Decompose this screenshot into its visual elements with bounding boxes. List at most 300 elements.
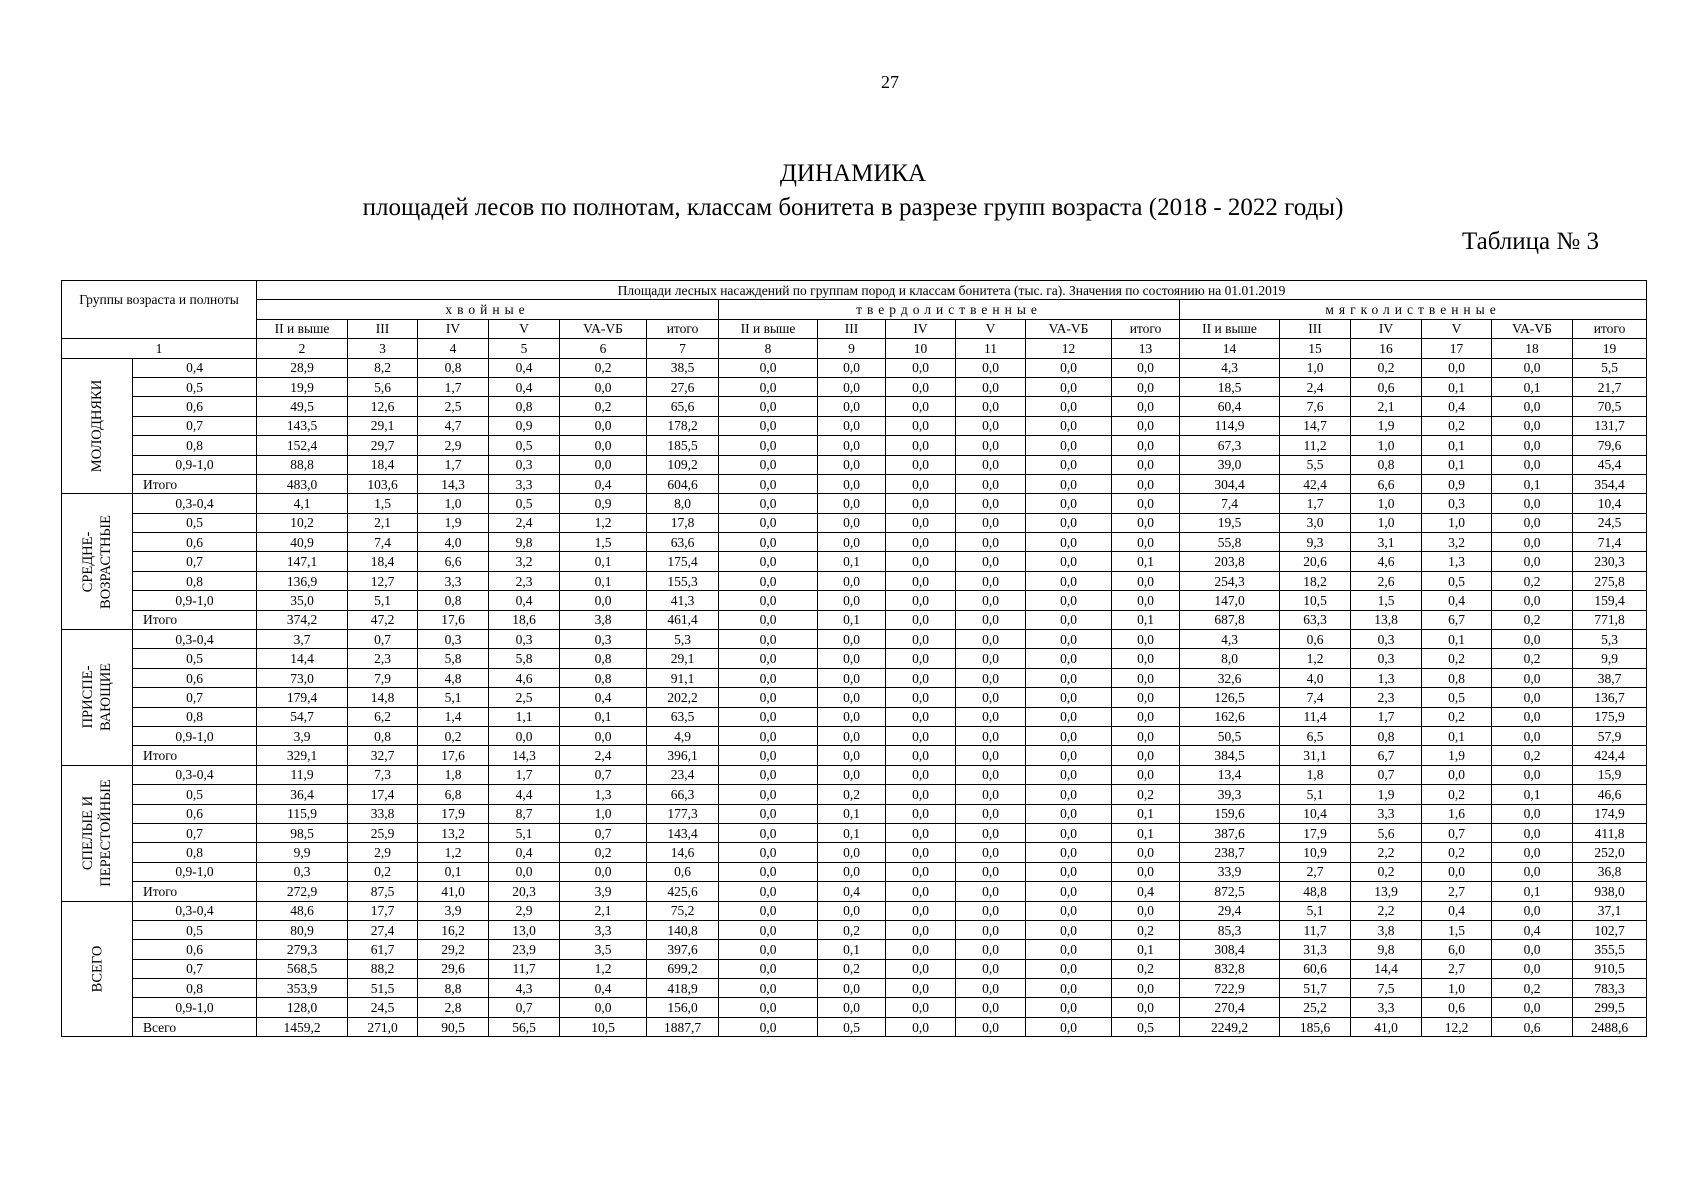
- value-cell: 0,7: [489, 998, 560, 1017]
- value-cell: 31,3: [1280, 940, 1351, 959]
- value-cell: 0,1: [1112, 552, 1180, 571]
- value-cell: 0,2: [348, 862, 418, 881]
- column-number: 6: [560, 339, 647, 358]
- value-cell: 38,5: [647, 358, 719, 377]
- value-cell: 0,0: [1026, 533, 1112, 552]
- value-cell: 6,8: [418, 785, 489, 804]
- value-cell: 6,5: [1280, 726, 1351, 745]
- value-cell: 0,0: [1112, 630, 1180, 649]
- value-cell: 0,0: [719, 416, 818, 435]
- value-cell: 0,2: [818, 920, 886, 939]
- class-header: V: [956, 319, 1026, 338]
- value-cell: 0,5: [818, 1017, 886, 1036]
- value-cell: 0,8: [348, 726, 418, 745]
- value-cell: 0,0: [1492, 959, 1573, 978]
- value-cell: 0,0: [886, 513, 956, 532]
- value-cell: 0,0: [956, 416, 1026, 435]
- value-cell: 41,0: [1351, 1017, 1422, 1036]
- value-cell: 23,4: [647, 765, 719, 784]
- value-cell: 9,3: [1280, 533, 1351, 552]
- value-cell: 0,0: [886, 494, 956, 513]
- value-cell: 2,7: [1422, 882, 1492, 901]
- value-cell: 355,5: [1573, 940, 1647, 959]
- density-label: Итого: [133, 746, 257, 765]
- value-cell: 0,0: [956, 455, 1026, 474]
- value-cell: 5,1: [348, 591, 418, 610]
- value-cell: 203,8: [1180, 552, 1280, 571]
- value-cell: 51,7: [1280, 979, 1351, 998]
- value-cell: 0,0: [719, 397, 818, 416]
- value-cell: 3,8: [1351, 920, 1422, 939]
- density-label: 0,5: [133, 513, 257, 532]
- value-cell: 230,3: [1573, 552, 1647, 571]
- value-cell: 0,0: [956, 959, 1026, 978]
- value-cell: 51,5: [348, 979, 418, 998]
- value-cell: 9,8: [489, 533, 560, 552]
- value-cell: 17,9: [418, 804, 489, 823]
- value-cell: 1,5: [1422, 920, 1492, 939]
- value-cell: 202,2: [647, 688, 719, 707]
- value-cell: 0,3: [257, 862, 348, 881]
- age-group-label-line: ПЕРЕСТОЙНЫЕ: [98, 779, 115, 887]
- value-cell: 0,0: [818, 533, 886, 552]
- value-cell: 0,2: [1492, 610, 1573, 629]
- value-cell: 1,5: [1351, 591, 1422, 610]
- value-cell: 0,6: [647, 862, 719, 881]
- value-cell: 152,4: [257, 436, 348, 455]
- table-body: [62, 358, 1647, 1037]
- value-cell: 1,5: [560, 533, 647, 552]
- value-cell: 0,0: [719, 358, 818, 377]
- value-cell: 35,0: [257, 591, 348, 610]
- value-cell: 0,2: [1422, 843, 1492, 862]
- value-cell: 0,1: [1422, 455, 1492, 474]
- value-cell: 0,0: [886, 823, 956, 842]
- value-cell: 0,0: [818, 688, 886, 707]
- groups-header: Группы возраста и полноты: [62, 281, 257, 339]
- value-cell: 0,0: [719, 552, 818, 571]
- value-cell: 238,7: [1180, 843, 1280, 862]
- value-cell: 0,4: [818, 882, 886, 901]
- value-cell: 5,1: [1280, 785, 1351, 804]
- value-cell: 0,0: [886, 862, 956, 881]
- age-group-label: [62, 630, 133, 766]
- column-number: 17: [1422, 339, 1492, 358]
- value-cell: 0,0: [719, 591, 818, 610]
- value-cell: 126,5: [1180, 688, 1280, 707]
- value-cell: 0,0: [1112, 436, 1180, 455]
- value-cell: 0,0: [818, 998, 886, 1017]
- density-label: 0,8: [133, 571, 257, 590]
- value-cell: 0,4: [489, 843, 560, 862]
- density-label: 0,8: [133, 707, 257, 726]
- value-cell: 0,0: [818, 668, 886, 687]
- value-cell: 1,0: [418, 494, 489, 513]
- value-cell: 0,1: [818, 552, 886, 571]
- value-cell: 0,0: [719, 862, 818, 881]
- value-cell: 0,5: [1422, 688, 1492, 707]
- value-cell: 938,0: [1573, 882, 1647, 901]
- value-cell: 18,4: [348, 552, 418, 571]
- value-cell: 0,0: [560, 436, 647, 455]
- value-cell: 2,1: [560, 901, 647, 920]
- value-cell: 0,1: [1422, 436, 1492, 455]
- value-cell: 0,0: [818, 397, 886, 416]
- value-cell: 0,0: [1112, 571, 1180, 590]
- value-cell: 2,5: [418, 397, 489, 416]
- value-cell: 0,0: [1026, 630, 1112, 649]
- value-cell: 0,0: [818, 494, 886, 513]
- value-cell: 28,9: [257, 358, 348, 377]
- value-cell: 0,1: [1112, 823, 1180, 842]
- value-cell: 1,9: [1422, 746, 1492, 765]
- value-cell: 1,3: [1422, 552, 1492, 571]
- value-cell: 0,2: [1492, 649, 1573, 668]
- class-header: итого: [647, 319, 719, 338]
- value-cell: 0,0: [886, 591, 956, 610]
- value-cell: 0,7: [1351, 765, 1422, 784]
- column-number: 7: [647, 339, 719, 358]
- value-cell: 0,0: [1026, 513, 1112, 532]
- density-label: 0,9-1,0: [133, 455, 257, 474]
- value-cell: 0,0: [1112, 591, 1180, 610]
- value-cell: 63,5: [647, 707, 719, 726]
- class-header: III: [1280, 319, 1351, 338]
- class-header: V: [1422, 319, 1492, 338]
- density-label: 0,5: [133, 377, 257, 396]
- value-cell: 0,0: [886, 610, 956, 629]
- value-cell: 12,7: [348, 571, 418, 590]
- value-cell: 0,9: [489, 416, 560, 435]
- value-cell: 0,0: [1422, 765, 1492, 784]
- density-label: 0,5: [133, 920, 257, 939]
- value-cell: 0,0: [1112, 843, 1180, 862]
- value-cell: 0,2: [1422, 649, 1492, 668]
- table-row: [62, 862, 1647, 881]
- value-cell: 0,0: [956, 1017, 1026, 1036]
- class-header: III: [348, 319, 418, 338]
- table-row: [62, 436, 1647, 455]
- value-cell: 0,4: [1422, 901, 1492, 920]
- value-cell: 0,0: [1026, 707, 1112, 726]
- column-number: 12: [1026, 339, 1112, 358]
- value-cell: 0,0: [1026, 455, 1112, 474]
- table-row: [62, 959, 1647, 978]
- value-cell: 0,8: [560, 649, 647, 668]
- value-cell: 7,4: [1280, 688, 1351, 707]
- table-row: [62, 668, 1647, 687]
- value-cell: 42,4: [1280, 474, 1351, 493]
- value-cell: 4,3: [1180, 358, 1280, 377]
- value-cell: 1,7: [489, 765, 560, 784]
- value-cell: 0,0: [719, 882, 818, 901]
- value-cell: 7,3: [348, 765, 418, 784]
- value-cell: 872,5: [1180, 882, 1280, 901]
- value-cell: 159,4: [1573, 591, 1647, 610]
- value-cell: 2,9: [418, 436, 489, 455]
- value-cell: 0,0: [1112, 533, 1180, 552]
- value-cell: 0,0: [886, 707, 956, 726]
- value-cell: 14,7: [1280, 416, 1351, 435]
- age-group-label-line: ВОЗРАСТНЫЕ: [98, 514, 114, 609]
- value-cell: 147,0: [1180, 591, 1280, 610]
- table-row: [62, 397, 1647, 416]
- value-cell: 299,5: [1573, 998, 1647, 1017]
- value-cell: 5,5: [1280, 455, 1351, 474]
- class-header: III: [818, 319, 886, 338]
- value-cell: 0,4: [489, 358, 560, 377]
- value-cell: 17,7: [348, 901, 418, 920]
- value-cell: 0,0: [1026, 882, 1112, 901]
- value-cell: 1,7: [418, 455, 489, 474]
- value-cell: 0,0: [956, 610, 1026, 629]
- value-cell: 159,6: [1180, 804, 1280, 823]
- value-cell: 0,0: [719, 707, 818, 726]
- value-cell: 0,0: [1026, 843, 1112, 862]
- value-cell: 0,0: [818, 630, 886, 649]
- value-cell: 79,6: [1573, 436, 1647, 455]
- density-label: 0,5: [133, 785, 257, 804]
- value-cell: 0,5: [1422, 571, 1492, 590]
- value-cell: 1,7: [418, 377, 489, 396]
- value-cell: 114,9: [1180, 416, 1280, 435]
- value-cell: 0,6: [1422, 998, 1492, 1017]
- class-header-row: [62, 319, 1647, 338]
- value-cell: 3,9: [257, 726, 348, 745]
- density-label: 0,3-0,4: [133, 494, 257, 513]
- value-cell: 254,3: [1180, 571, 1280, 590]
- density-label: 0,8: [133, 436, 257, 455]
- value-cell: 0,0: [1112, 416, 1180, 435]
- table-row: [62, 474, 1647, 493]
- value-cell: 2,1: [348, 513, 418, 532]
- value-cell: 15,9: [1573, 765, 1647, 784]
- value-cell: 4,4: [489, 785, 560, 804]
- value-cell: 0,0: [719, 377, 818, 396]
- value-cell: 308,4: [1180, 940, 1280, 959]
- value-cell: 0,0: [956, 746, 1026, 765]
- value-cell: 0,2: [560, 397, 647, 416]
- value-cell: 0,0: [719, 688, 818, 707]
- value-cell: 60,6: [1280, 959, 1351, 978]
- document-title: ДИНАМИКА: [779, 160, 927, 187]
- value-cell: 0,0: [1492, 688, 1573, 707]
- column-number: 9: [818, 339, 886, 358]
- value-cell: 0,0: [1026, 610, 1112, 629]
- value-cell: 0,2: [560, 843, 647, 862]
- value-cell: 45,4: [1573, 455, 1647, 474]
- value-cell: 103,6: [348, 474, 418, 493]
- value-cell: 396,1: [647, 746, 719, 765]
- value-cell: 4,8: [418, 668, 489, 687]
- value-cell: 0,0: [1026, 785, 1112, 804]
- value-cell: 0,0: [818, 455, 886, 474]
- value-cell: 63,3: [1280, 610, 1351, 629]
- value-cell: 1,8: [1280, 765, 1351, 784]
- value-cell: 46,6: [1573, 785, 1647, 804]
- density-label: 0,3-0,4: [133, 765, 257, 784]
- value-cell: 0,0: [886, 436, 956, 455]
- column-number: 11: [956, 339, 1026, 358]
- class-header: IV: [418, 319, 489, 338]
- value-cell: 1,2: [1280, 649, 1351, 668]
- value-cell: 0,0: [1492, 533, 1573, 552]
- table-row: [62, 533, 1647, 552]
- value-cell: 0,2: [1422, 785, 1492, 804]
- value-cell: 1,0: [1422, 979, 1492, 998]
- value-cell: 87,5: [348, 882, 418, 901]
- value-cell: 0,2: [1112, 959, 1180, 978]
- density-label: 0,6: [133, 940, 257, 959]
- value-cell: 0,0: [1026, 1017, 1112, 1036]
- value-cell: 13,8: [1351, 610, 1422, 629]
- value-cell: 147,1: [257, 552, 348, 571]
- class-header: II и выше: [1180, 319, 1280, 338]
- value-cell: 19,9: [257, 377, 348, 396]
- value-cell: 384,5: [1180, 746, 1280, 765]
- class-header: VA-VБ: [1026, 319, 1112, 338]
- value-cell: 11,9: [257, 765, 348, 784]
- value-cell: 13,0: [489, 920, 560, 939]
- value-cell: 0,0: [1026, 494, 1112, 513]
- age-group-label: [62, 901, 133, 1037]
- value-cell: 0,0: [1026, 979, 1112, 998]
- value-cell: 10,4: [1573, 494, 1647, 513]
- value-cell: 0,0: [1026, 940, 1112, 959]
- value-cell: 0,0: [886, 552, 956, 571]
- value-cell: 0,0: [719, 494, 818, 513]
- value-cell: 0,0: [818, 358, 886, 377]
- table-row: [62, 940, 1647, 959]
- value-cell: 12,2: [1422, 1017, 1492, 1036]
- value-cell: 0,0: [1112, 998, 1180, 1017]
- value-cell: 1,6: [1422, 804, 1492, 823]
- value-cell: 0,0: [956, 397, 1026, 416]
- value-cell: 0,6: [1351, 377, 1422, 396]
- value-cell: 38,7: [1573, 668, 1647, 687]
- value-cell: 0,0: [1492, 726, 1573, 745]
- column-number: 13: [1112, 339, 1180, 358]
- value-cell: 0,0: [886, 571, 956, 590]
- value-cell: 8,0: [1180, 649, 1280, 668]
- value-cell: 48,6: [257, 901, 348, 920]
- value-cell: 0,8: [489, 397, 560, 416]
- value-cell: 0,0: [719, 668, 818, 687]
- value-cell: 6,0: [1422, 940, 1492, 959]
- table-row: [62, 785, 1647, 804]
- value-cell: 40,9: [257, 533, 348, 552]
- value-cell: 3,2: [489, 552, 560, 571]
- value-cell: 0,2: [418, 726, 489, 745]
- value-cell: 1,2: [560, 959, 647, 978]
- value-cell: 1,3: [560, 785, 647, 804]
- value-cell: 0,0: [956, 765, 1026, 784]
- table-row: [62, 591, 1647, 610]
- value-cell: 0,7: [1422, 823, 1492, 842]
- main-header: Площади лесных насаждений по группам пород и классам бонитета (тыс. га). Значения по состоянию на 01.01.2019: [257, 281, 1647, 300]
- value-cell: 0,0: [886, 1017, 956, 1036]
- value-cell: 411,8: [1573, 823, 1647, 842]
- value-cell: 418,9: [647, 979, 719, 998]
- value-cell: 0,8: [418, 358, 489, 377]
- value-cell: 0,0: [719, 630, 818, 649]
- class-header: II и выше: [257, 319, 348, 338]
- class-header: IV: [886, 319, 956, 338]
- table-row: [62, 998, 1647, 1017]
- value-cell: 0,0: [1026, 959, 1112, 978]
- value-cell: 0,2: [1492, 979, 1573, 998]
- value-cell: 20,3: [489, 882, 560, 901]
- value-cell: 3,9: [560, 882, 647, 901]
- value-cell: 0,0: [818, 649, 886, 668]
- value-cell: 0,0: [956, 862, 1026, 881]
- table-row: [62, 979, 1647, 998]
- value-cell: 771,8: [1573, 610, 1647, 629]
- value-cell: 0,4: [489, 591, 560, 610]
- class-header: IV: [1351, 319, 1422, 338]
- value-cell: 0,0: [1112, 377, 1180, 396]
- value-cell: 32,6: [1180, 668, 1280, 687]
- value-cell: 0,1: [1422, 377, 1492, 396]
- value-cell: 0,6: [1280, 630, 1351, 649]
- value-cell: 0,0: [886, 959, 956, 978]
- value-cell: 424,4: [1573, 746, 1647, 765]
- value-cell: 0,0: [1492, 765, 1573, 784]
- table-row: [62, 649, 1647, 668]
- value-cell: 3,5: [560, 940, 647, 959]
- value-cell: 4,6: [1351, 552, 1422, 571]
- value-cell: 0,0: [1026, 591, 1112, 610]
- value-cell: 0,0: [1112, 765, 1180, 784]
- age-group-label-line: СРЕДНЕ-: [80, 531, 96, 592]
- value-cell: 10,5: [560, 1017, 647, 1036]
- value-cell: 0,0: [886, 474, 956, 493]
- value-cell: 4,3: [489, 979, 560, 998]
- value-cell: 29,2: [418, 940, 489, 959]
- value-cell: 0,0: [886, 901, 956, 920]
- value-cell: 0,7: [348, 630, 418, 649]
- value-cell: 0,0: [1112, 455, 1180, 474]
- value-cell: 11,7: [1280, 920, 1351, 939]
- value-cell: 73,0: [257, 668, 348, 687]
- value-cell: 1,4: [418, 707, 489, 726]
- value-cell: 29,4: [1180, 901, 1280, 920]
- value-cell: 175,9: [1573, 707, 1647, 726]
- value-cell: 17,8: [647, 513, 719, 532]
- value-cell: 102,7: [1573, 920, 1647, 939]
- value-cell: 0,0: [1492, 591, 1573, 610]
- value-cell: 0,2: [1492, 571, 1573, 590]
- value-cell: 304,4: [1180, 474, 1280, 493]
- value-cell: 5,1: [1280, 901, 1351, 920]
- value-cell: 0,2: [560, 358, 647, 377]
- value-cell: 1,2: [560, 513, 647, 532]
- value-cell: 0,4: [560, 688, 647, 707]
- value-cell: 140,8: [647, 920, 719, 939]
- value-cell: 0,0: [956, 649, 1026, 668]
- table-row: [62, 552, 1647, 571]
- value-cell: 0,0: [886, 455, 956, 474]
- table-number: Таблица № 3: [1461, 228, 1599, 255]
- value-cell: 1,7: [1351, 707, 1422, 726]
- value-cell: 0,5: [489, 436, 560, 455]
- value-cell: 70,5: [1573, 397, 1647, 416]
- value-cell: 11,7: [489, 959, 560, 978]
- column-number: 2: [257, 339, 348, 358]
- value-cell: 56,5: [489, 1017, 560, 1036]
- value-cell: 5,8: [418, 649, 489, 668]
- value-cell: 0,0: [1026, 571, 1112, 590]
